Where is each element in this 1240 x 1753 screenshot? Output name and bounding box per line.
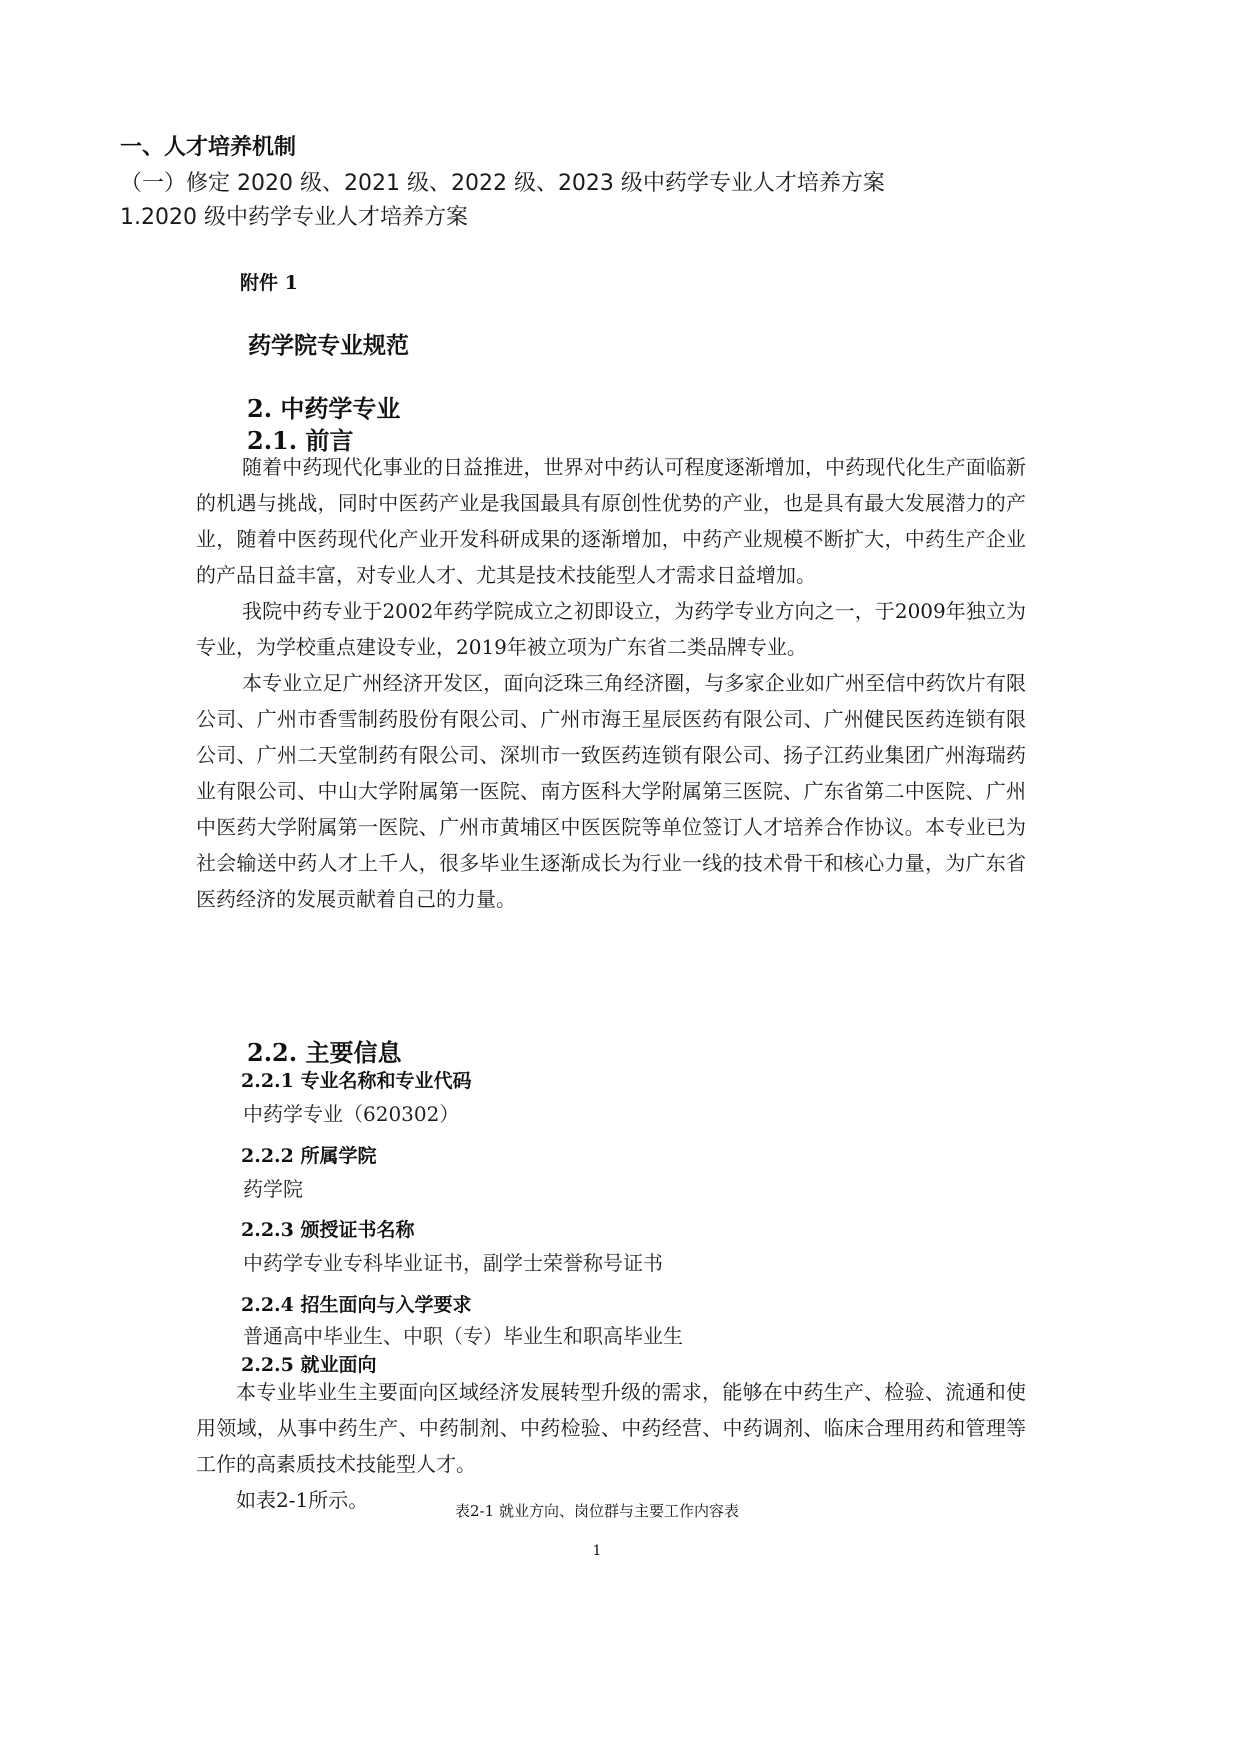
document-title: 药学院专业规范 xyxy=(248,333,409,359)
section-heading-main-info: 2.2. 主要信息 xyxy=(247,1038,402,1067)
major-heading: 2. 中药学专业 xyxy=(247,394,401,423)
page-number: 1 xyxy=(592,1543,602,1559)
info-value-college: 药学院 xyxy=(243,1177,303,1201)
info-label-enrollment: 2.2.4 招生面向与入学要求 xyxy=(241,1294,472,1316)
info-label-major-code: 2.2.1 专业名称和专业代码 xyxy=(241,1070,472,1092)
section-heading-preface: 2.1. 前言 xyxy=(247,426,354,455)
preface-paragraph: 随着中药现代化事业的日益推进，世界对中药认可程度逐渐增加，中药现代化生产面临新的机遇与挑战，同时中医药产业是我国最具有原创性优势的产业，也是具有最大发展潜力的产业，随着中医药现代化产业开发科研成果的逐渐增加，中药产业规模不断扩大，中药生产企业的产品日益丰富，对专业人才、尤其是技术技能型人才需求日益增加。 xyxy=(196,455,1026,587)
table-caption: 表2-1 就业方向、岗位群与主要工作内容表 xyxy=(455,1502,739,1520)
preface-paragraph: 本专业立足广州经济开发区，面向泛珠三角经济圈，与多家企业如广州至信中药饮片有限公司、广州市香雪制药股份有限公司、广州市海王星辰医药有限公司、广州健民医药连锁有限公司、广州二天堂制药有限公司、深圳市一致医药连锁有限公司、扬子江药业集团广州海瑞药业有限公司、中山大学附属第一医院、南方医科大学附属第三医院、广东省第二中医院、广州中医药大学附属第一医院、广州市黄埔区中医医院等单位签订人才培养合作协议。本专业已为社会输送中药人才上千人，很多毕业生逐渐成长为行业一线的技术骨干和核心力量，为广东省医药经济的发展贡献着自己的力量。 xyxy=(196,671,1026,911)
employment-body xyxy=(196,1374,1026,1518)
preface-paragraph: 我院中药专业于2002年药学院成立之初即设立，为药学专业方向之一，于2009年独立为专业，为学校重点建设专业，2019年被立项为广东省二类品牌专业。 xyxy=(196,599,1026,659)
preface-body xyxy=(196,449,1026,917)
info-value-major-code: 中药学专业（620302） xyxy=(243,1102,460,1126)
annex-label: 附件 1 xyxy=(240,272,298,294)
info-value-certificate: 中药学专业专科毕业证书，副学士荣誉称号证书 xyxy=(243,1251,663,1275)
employment-paragraph: 本专业毕业生主要面向区域经济发展转型升级的需求，能够在中药生产、检验、流通和使用领域，从事中药生产、中药制剂、中药检验、中药经营、中药调剂、临床合理用药和管理等工作的高素质技术技能型人才。 xyxy=(196,1380,1026,1476)
info-label-college: 2.2.2 所属学院 xyxy=(241,1145,377,1167)
info-label-certificate: 2.2.3 颁授证书名称 xyxy=(241,1219,415,1241)
part-title: 一、人才培养机制 xyxy=(120,135,297,160)
employment-paragraph: 如表2-1所示。 xyxy=(236,1488,369,1512)
item-title: （一）修定 2020 级、2021 级、2022 级、2023 级中药学专业人才培养方案 xyxy=(120,171,885,196)
sub-title: 1.2020 级中药学专业人才培养方案 xyxy=(120,205,468,230)
info-value-enrollment: 普通高中毕业生、中职（专）毕业生和职高毕业生 xyxy=(243,1324,683,1348)
info-label-employment: 2.2.5 就业面向 xyxy=(241,1354,377,1376)
